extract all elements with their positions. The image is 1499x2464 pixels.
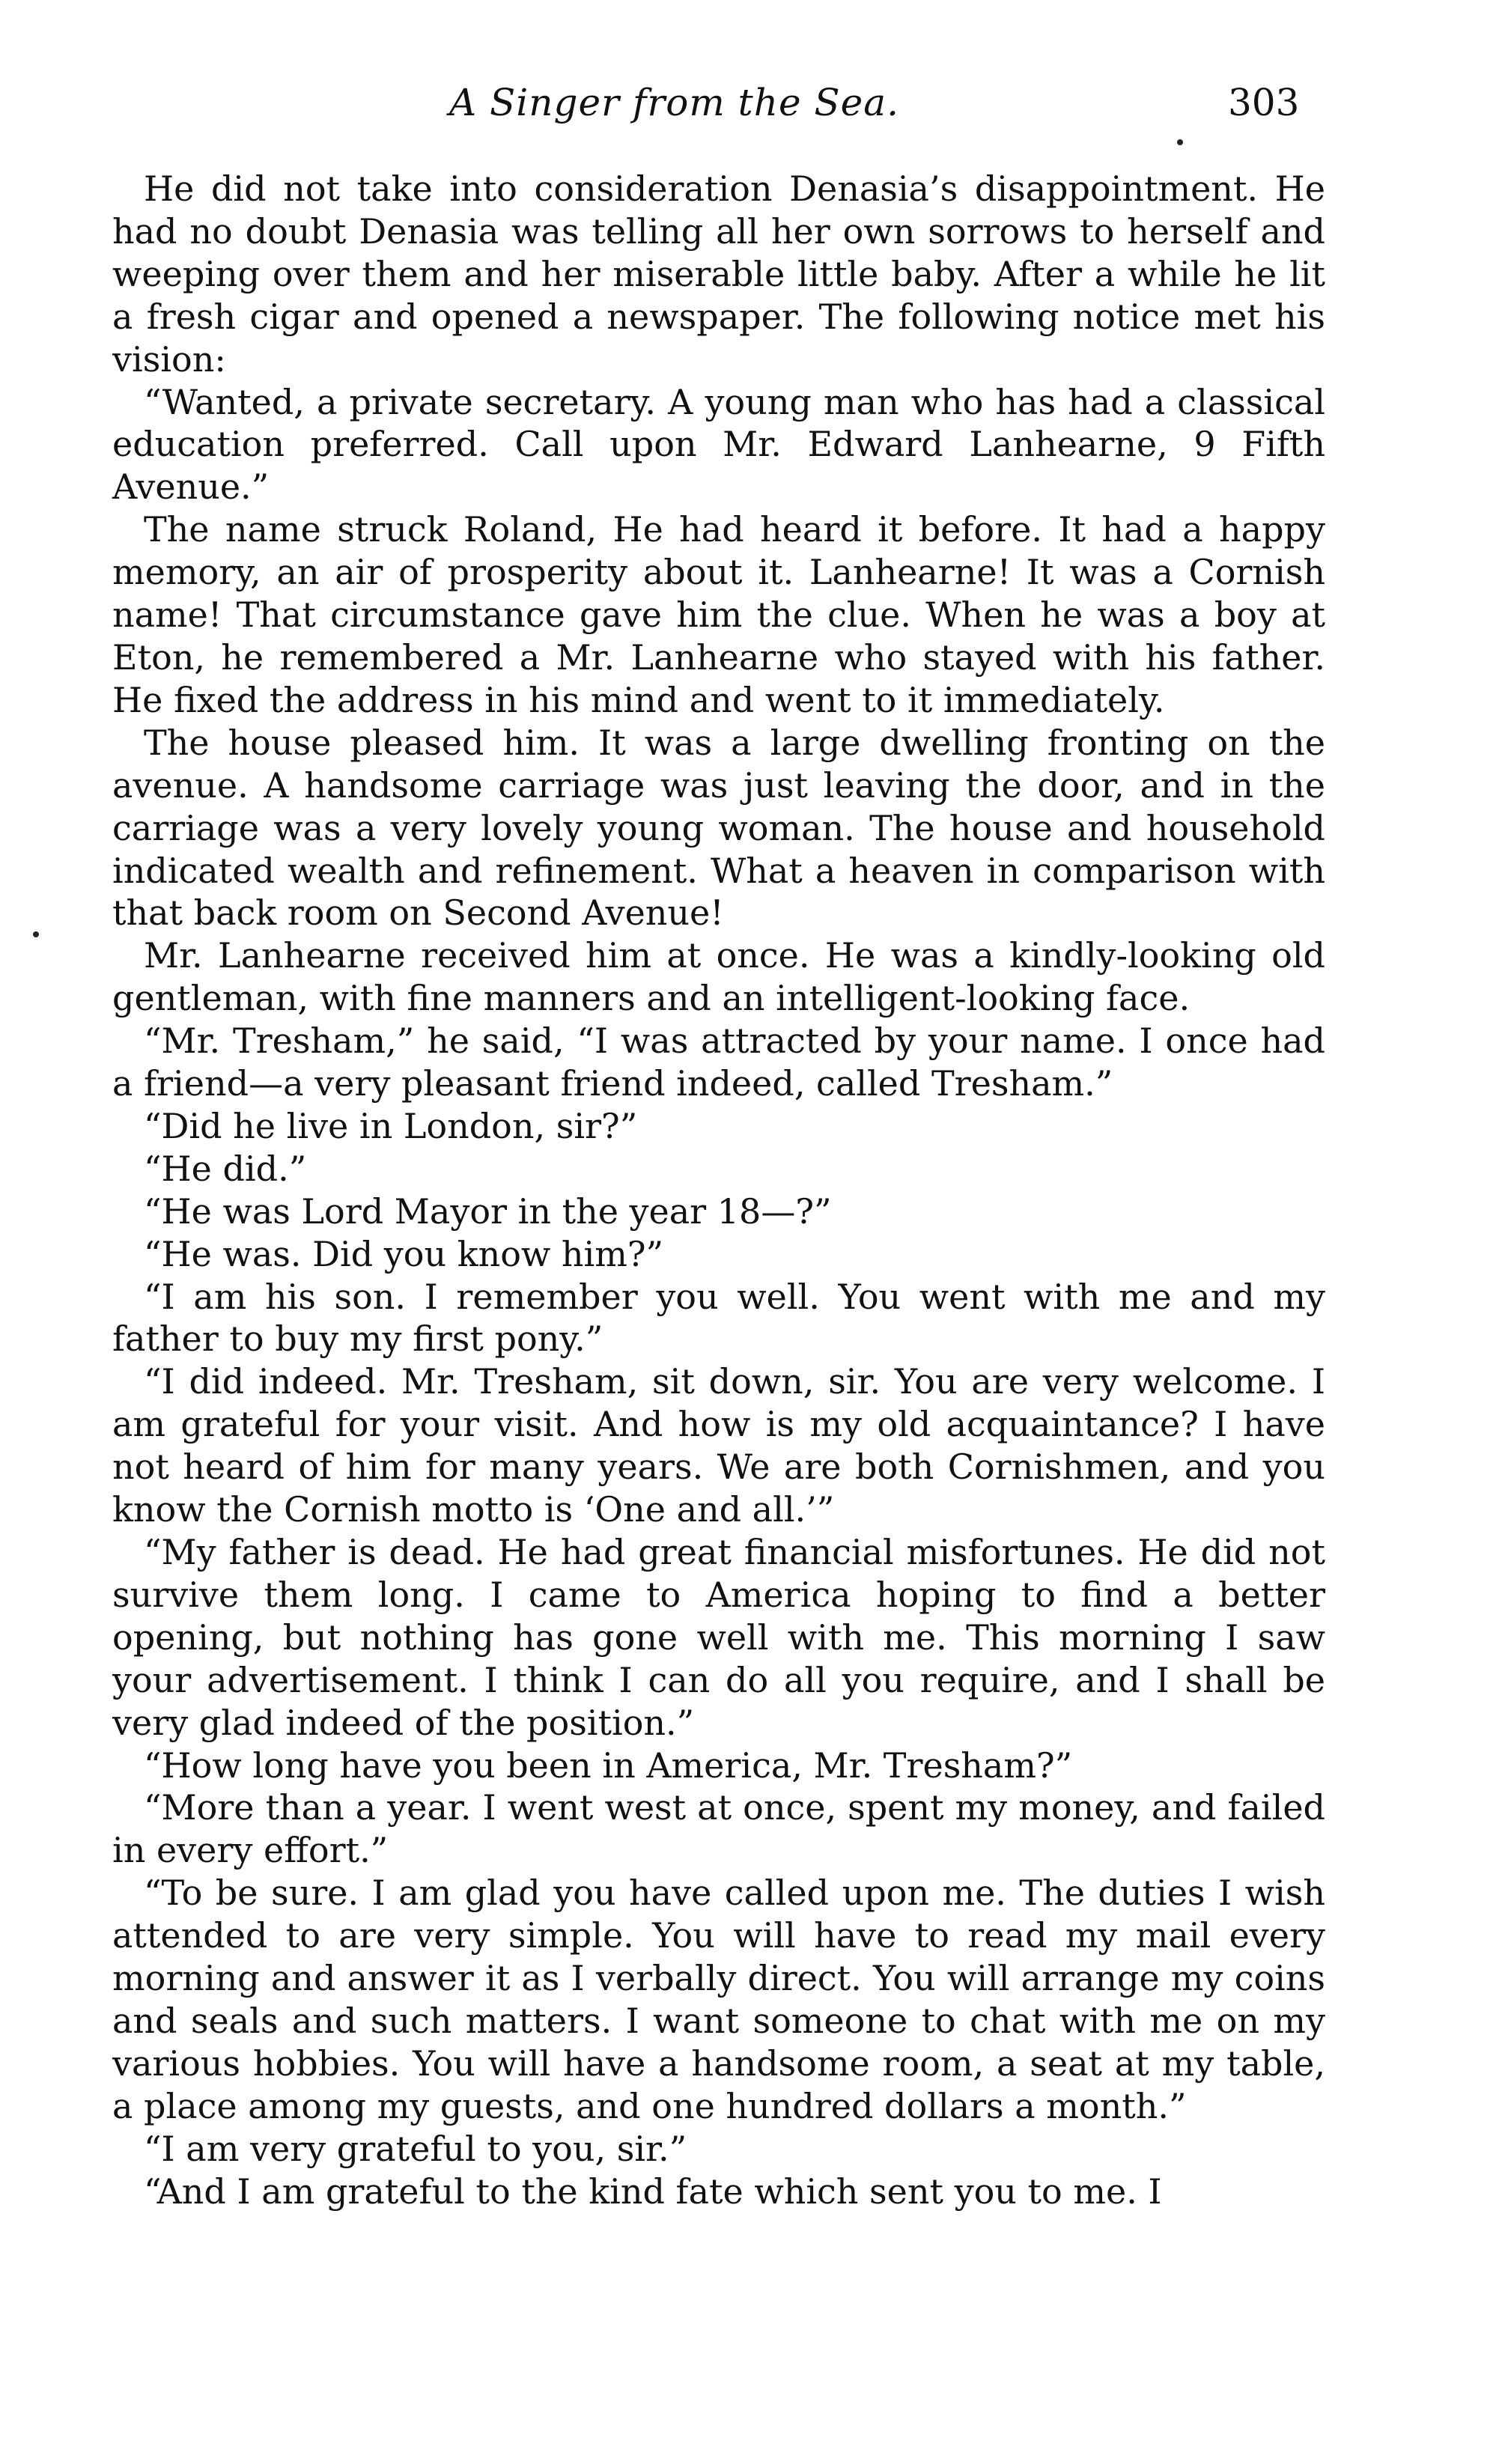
paragraph: The name struck Roland, He had heard it before. It had a happy memory, an air of prosperity about it. Lanhearne! It was a Cornish name! That circumstance gave him the clue. When he was a boy at Eton, he remembered a Mr. Lanhearne who stayed with his father. He fixed the address in his mind and went to it immediately. bbox=[112, 509, 1325, 720]
margin-mark bbox=[1177, 139, 1183, 145]
paragraph: He did not take into consideration Denasia’s disappointment. He had no doubt Denasia was telling all her own sorrows to herself and weeping over them and her miserable little baby. After a while he lit a fresh cigar and opened a newspaper. The following notice met his vision: bbox=[112, 168, 1325, 380]
paragraph: “How long have you been in America, Mr. Tresham?” bbox=[144, 1744, 1073, 1786]
paragraph: Mr. Lanhearne received him at once. He was a kindly-looking old gentleman, with fine manners and an intelligent-looking face. bbox=[112, 935, 1325, 1019]
body-text bbox=[112, 168, 1325, 2213]
paragraph: “I am very grateful to you, sir.” bbox=[144, 2128, 687, 2169]
paragraph: “I am his son. I remember you well. You went with me and my father to buy my first pony.” bbox=[112, 1276, 1325, 1360]
paragraph: “My father is dead. He had great financial misfortunes. He did not survive them long. I came to America hoping to find a better opening, but nothing has gone well with me. This morning I saw your advertisement. I think I can do all you require, and I shall be very glad indeed of the position.” bbox=[112, 1532, 1325, 1743]
margin-mark bbox=[33, 931, 39, 937]
paragraph: “Did he live in London, sir?” bbox=[144, 1105, 638, 1146]
paragraph: “He did.” bbox=[144, 1148, 307, 1189]
paragraph: “More than a year. I went west at once, spent my money, and failed in every effort.” bbox=[112, 1787, 1325, 1871]
paragraph: The house pleased him. It was a large dwelling fronting on the avenue. A handsome carriage was just leaving the door, and in the carriage was a very lovely young woman. The house and household indicated wealth and refinement. What a heaven in comparison with that back room on Second Avenue! bbox=[112, 722, 1325, 934]
page-header bbox=[0, 81, 1499, 129]
paragraph: “And I am grateful to the kind fate which sent you to me. I bbox=[144, 2171, 1162, 2212]
paragraph: “Wanted, a private secretary. A young man who has had a classical education preferred. Call upon Mr. Edward Lanhearne, 9 Fifth Avenue.” bbox=[112, 381, 1325, 508]
paragraph: “I did indeed. Mr. Tresham, sit down, sir. You are very welcome. I am grateful for your visit. And how is my old acquaintance? I have not heard of him for many years. We are both Cornishmen, and you know the Cornish motto is ‘One and all.’” bbox=[112, 1361, 1325, 1530]
paragraph: “He was. Did you know him?” bbox=[144, 1233, 664, 1274]
paragraph: “He was Lord Mayor in the year 18—?” bbox=[144, 1190, 832, 1232]
paragraph: “To be sure. I am glad you have called upon me. The duties I wish attended to are very simple. You will have to read my mail every morning and answer it as I verbally direct. You will arrange my coins and seals and such matters. I want someone to chat with me on my various hobbies. You will have a handsome room, a seat at my table, a place among my guests, and one hundred dollars a month.” bbox=[112, 1873, 1325, 2126]
paragraph: “Mr. Tresham,” he said, “I was attracted by your name. I once had a friend—a very pleasant friend indeed, called Tresham.” bbox=[112, 1020, 1325, 1104]
running-title: A Singer from the Sea. bbox=[449, 81, 899, 124]
page-number: 303 bbox=[1228, 81, 1300, 124]
